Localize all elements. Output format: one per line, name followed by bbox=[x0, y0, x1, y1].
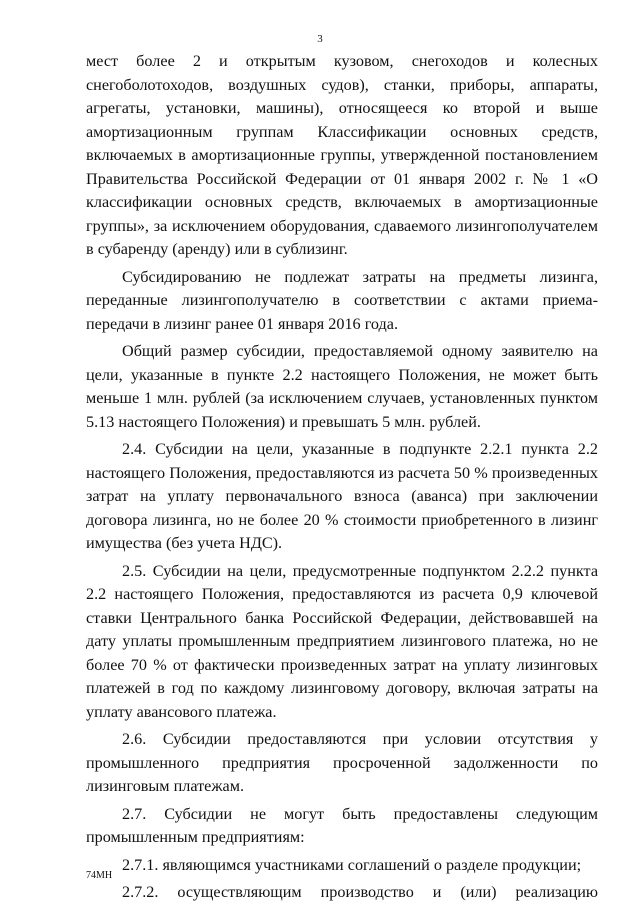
document-body bbox=[86, 50, 598, 905]
paragraph-exclusion: Субсидированию не подлежат затраты на предметы лизинга, переданные лизингополучателю в соответствии с актами приема-передачи в лизинг ранее 01 января 2016 года. bbox=[86, 267, 598, 333]
page-number: 3 bbox=[317, 33, 323, 45]
paragraph-2-7: 2.7. Субсидии не могут быть предоставлены следующим промышленным предприятиям: bbox=[86, 804, 598, 846]
paragraph-2-5: 2.5. Субсидии на цели, предусмотренные подпунктом 2.2.2 пункта 2.2 настоящего Положения, предоставляются из расчета 0,9 ключевой ставки Центрального банка Российской Федерации, действовавшей на дату уплаты промышленным предприятием лизингового платежа, но не более 70 % от фактически произведенных затрат на уплату лизинговых платежей в год по каждому лизинговому договору, включая затраты на уплату авансового платежа. bbox=[86, 561, 598, 721]
paragraph-2-4: 2.4. Субсидии на цели, указанные в подпункте 2.2.1 пункта 2.2 настоящего Положения, предоставляются из расчета 50 % произведенных затрат на уплату первоначального взноса (аванса) при заключении договора лизинга, но не более 20 % стоимости приобретенного в лизинг имущества (без учета НДС). bbox=[86, 440, 598, 552]
paragraph-subsidy-size: Общий размер субсидии, предоставляемой одному заявителю на цели, указанные в пункте 2.2 настоящего Положения, не может быть меньше 1 млн. рублей (за исключением случаев, установленных пунктом 5.13 настоящего Положения) и превышать 5 млн. рублей. bbox=[86, 342, 598, 431]
footer-code: 74МН bbox=[86, 870, 113, 881]
paragraph-2-7-1: 2.7.1. являющимся участниками соглашений о разделе продукции; bbox=[122, 855, 582, 874]
paragraph-2-7-2: 2.7.2. осуществляющим производство и (или) реализацию bbox=[122, 883, 598, 901]
paragraph-2-6: 2.6. Субсидии предоставляются при условии отсутствия у промышленного предприятия просроченной задолженности по лизинговым платежам. bbox=[86, 730, 598, 795]
paragraph-continuation: мест более 2 и открытым кузовом, снегоходов и колесных снегоболотоходов, воздушных судов), станки, приборы, аппараты, агрегаты, установки, машины), относящееся ко второй и выше амортизационным группам Классификации основных средств, включаемых в амортизационные группы, утвержденной постановлением Правительства Российской Федерации от 01 января 2002 г. № 1 «О классификации основных средств, включаемых в амортизационные группы», за исключением оборудования, сдаваемого лизингополучателем в субаренду (аренду) или в сублизинг. bbox=[86, 52, 598, 258]
